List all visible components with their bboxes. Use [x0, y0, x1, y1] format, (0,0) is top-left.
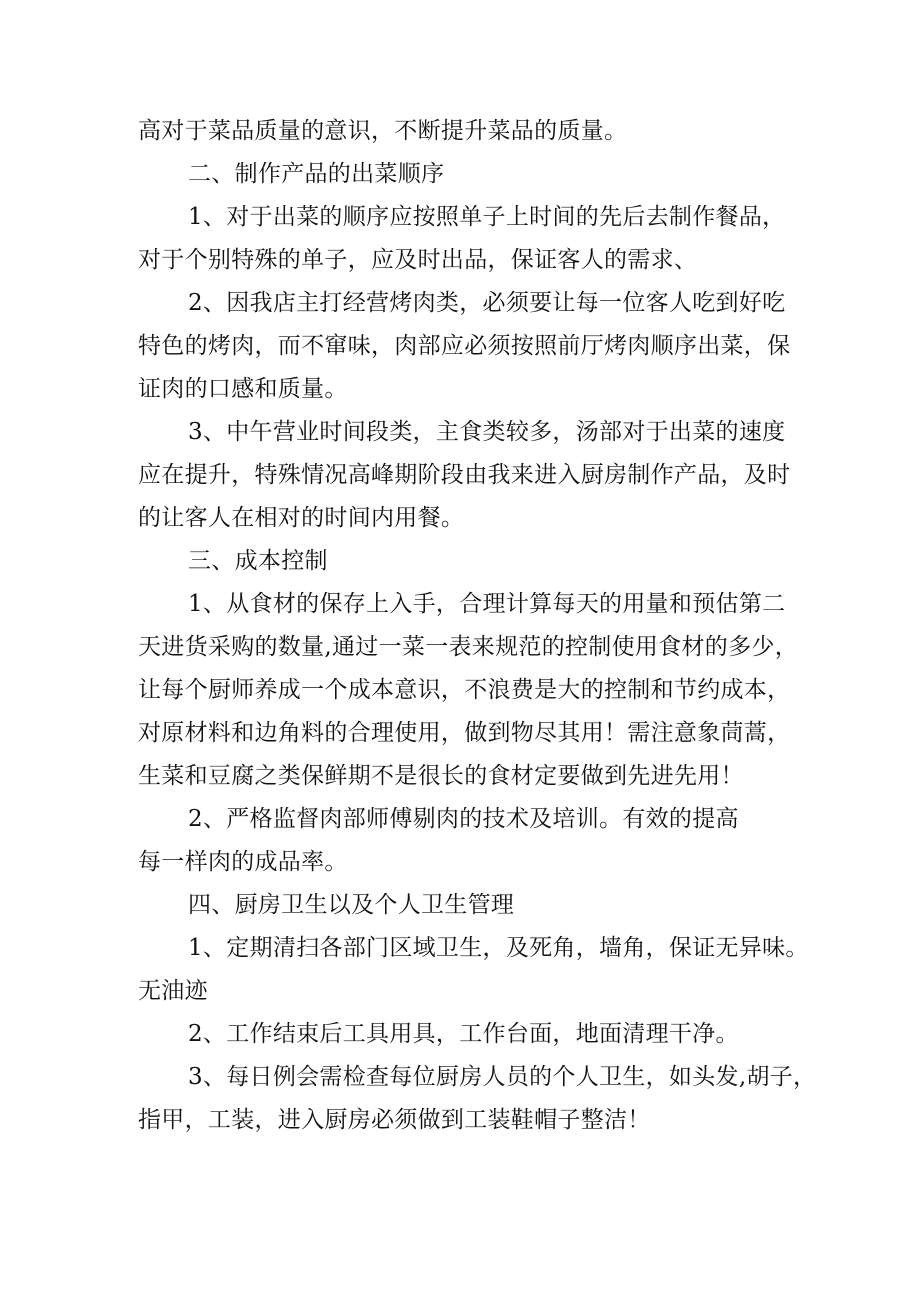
paragraph-line: 对于个别特殊的单子，应及时出品，保证客人的需求、 — [138, 247, 698, 273]
paragraph-line: 的让客人在相对的时间内用餐。 — [138, 505, 465, 531]
paragraph-line: 无油迹 — [138, 978, 208, 1004]
paragraph-line: 2、工作结束后工具用具，工作台面，地面清理干净。 — [188, 1021, 739, 1047]
paragraph-line: 特色的烤肉，而不窜味，肉部应必须按照前厅烤肉顺序出菜，保 — [138, 333, 791, 359]
document-body — [138, 110, 817, 1142]
paragraph-line: 指甲，工装，进入厨房必须做到工装鞋帽子整洁！ — [138, 1107, 651, 1133]
paragraph-line: 1、从食材的保存上入手，合理计算每天的用量和预估第二 — [188, 591, 786, 617]
paragraph-line: 2、严格监督肉部师傅剔肉的技术及培训。有效的提高 — [188, 806, 739, 832]
paragraph-line: 3、每日例会需检查每位厨房人员的个人卫生，如头发,胡子， — [188, 1064, 817, 1090]
section-heading-3: 三、成本控制 — [188, 548, 328, 574]
paragraph-line: 天进货采购的数量,通过一菜一表来规范的控制使用食材的多少， — [138, 634, 799, 660]
paragraph-line: 3、中午营业时间段类，主食类较多，汤部对于出菜的速度 — [188, 419, 786, 445]
section-heading-2: 二、制作产品的出菜顺序 — [188, 161, 445, 187]
section-heading-4: 四、厨房卫生以及个人卫生管理 — [188, 892, 515, 918]
paragraph-line: 应在提升，特殊情况高峰期阶段由我来进入厨房制作产品，及时 — [138, 462, 791, 488]
paragraph-line: 每一样肉的成品率。 — [138, 849, 348, 875]
paragraph-line: 1、定期清扫各部门区域卫生，及死角，墙角，保证无异味。 — [188, 935, 809, 961]
paragraph-line: 证肉的口感和质量。 — [138, 376, 348, 402]
paragraph-line: 2、因我店主打经营烤肉类，必须要让每一位客人吃到好吃 — [188, 290, 786, 316]
paragraph-line: 生菜和豆腐之类保鲜期不是很长的食材定要做到先进先用！ — [138, 763, 744, 789]
paragraph-line: 1、对于出菜的顺序应按照单子上时间的先后去制作餐品， — [188, 204, 786, 230]
paragraph-line: 高对于菜品质量的意识，不断提升菜品的质量。 — [138, 118, 628, 144]
paragraph-line: 让每个厨师养成一个成本意识，不浪费是大的控制和节约成本， — [138, 677, 791, 703]
paragraph-line: 对原材料和边角料的合理使用，做到物尽其用！需注意象茼蒿， — [138, 720, 791, 746]
